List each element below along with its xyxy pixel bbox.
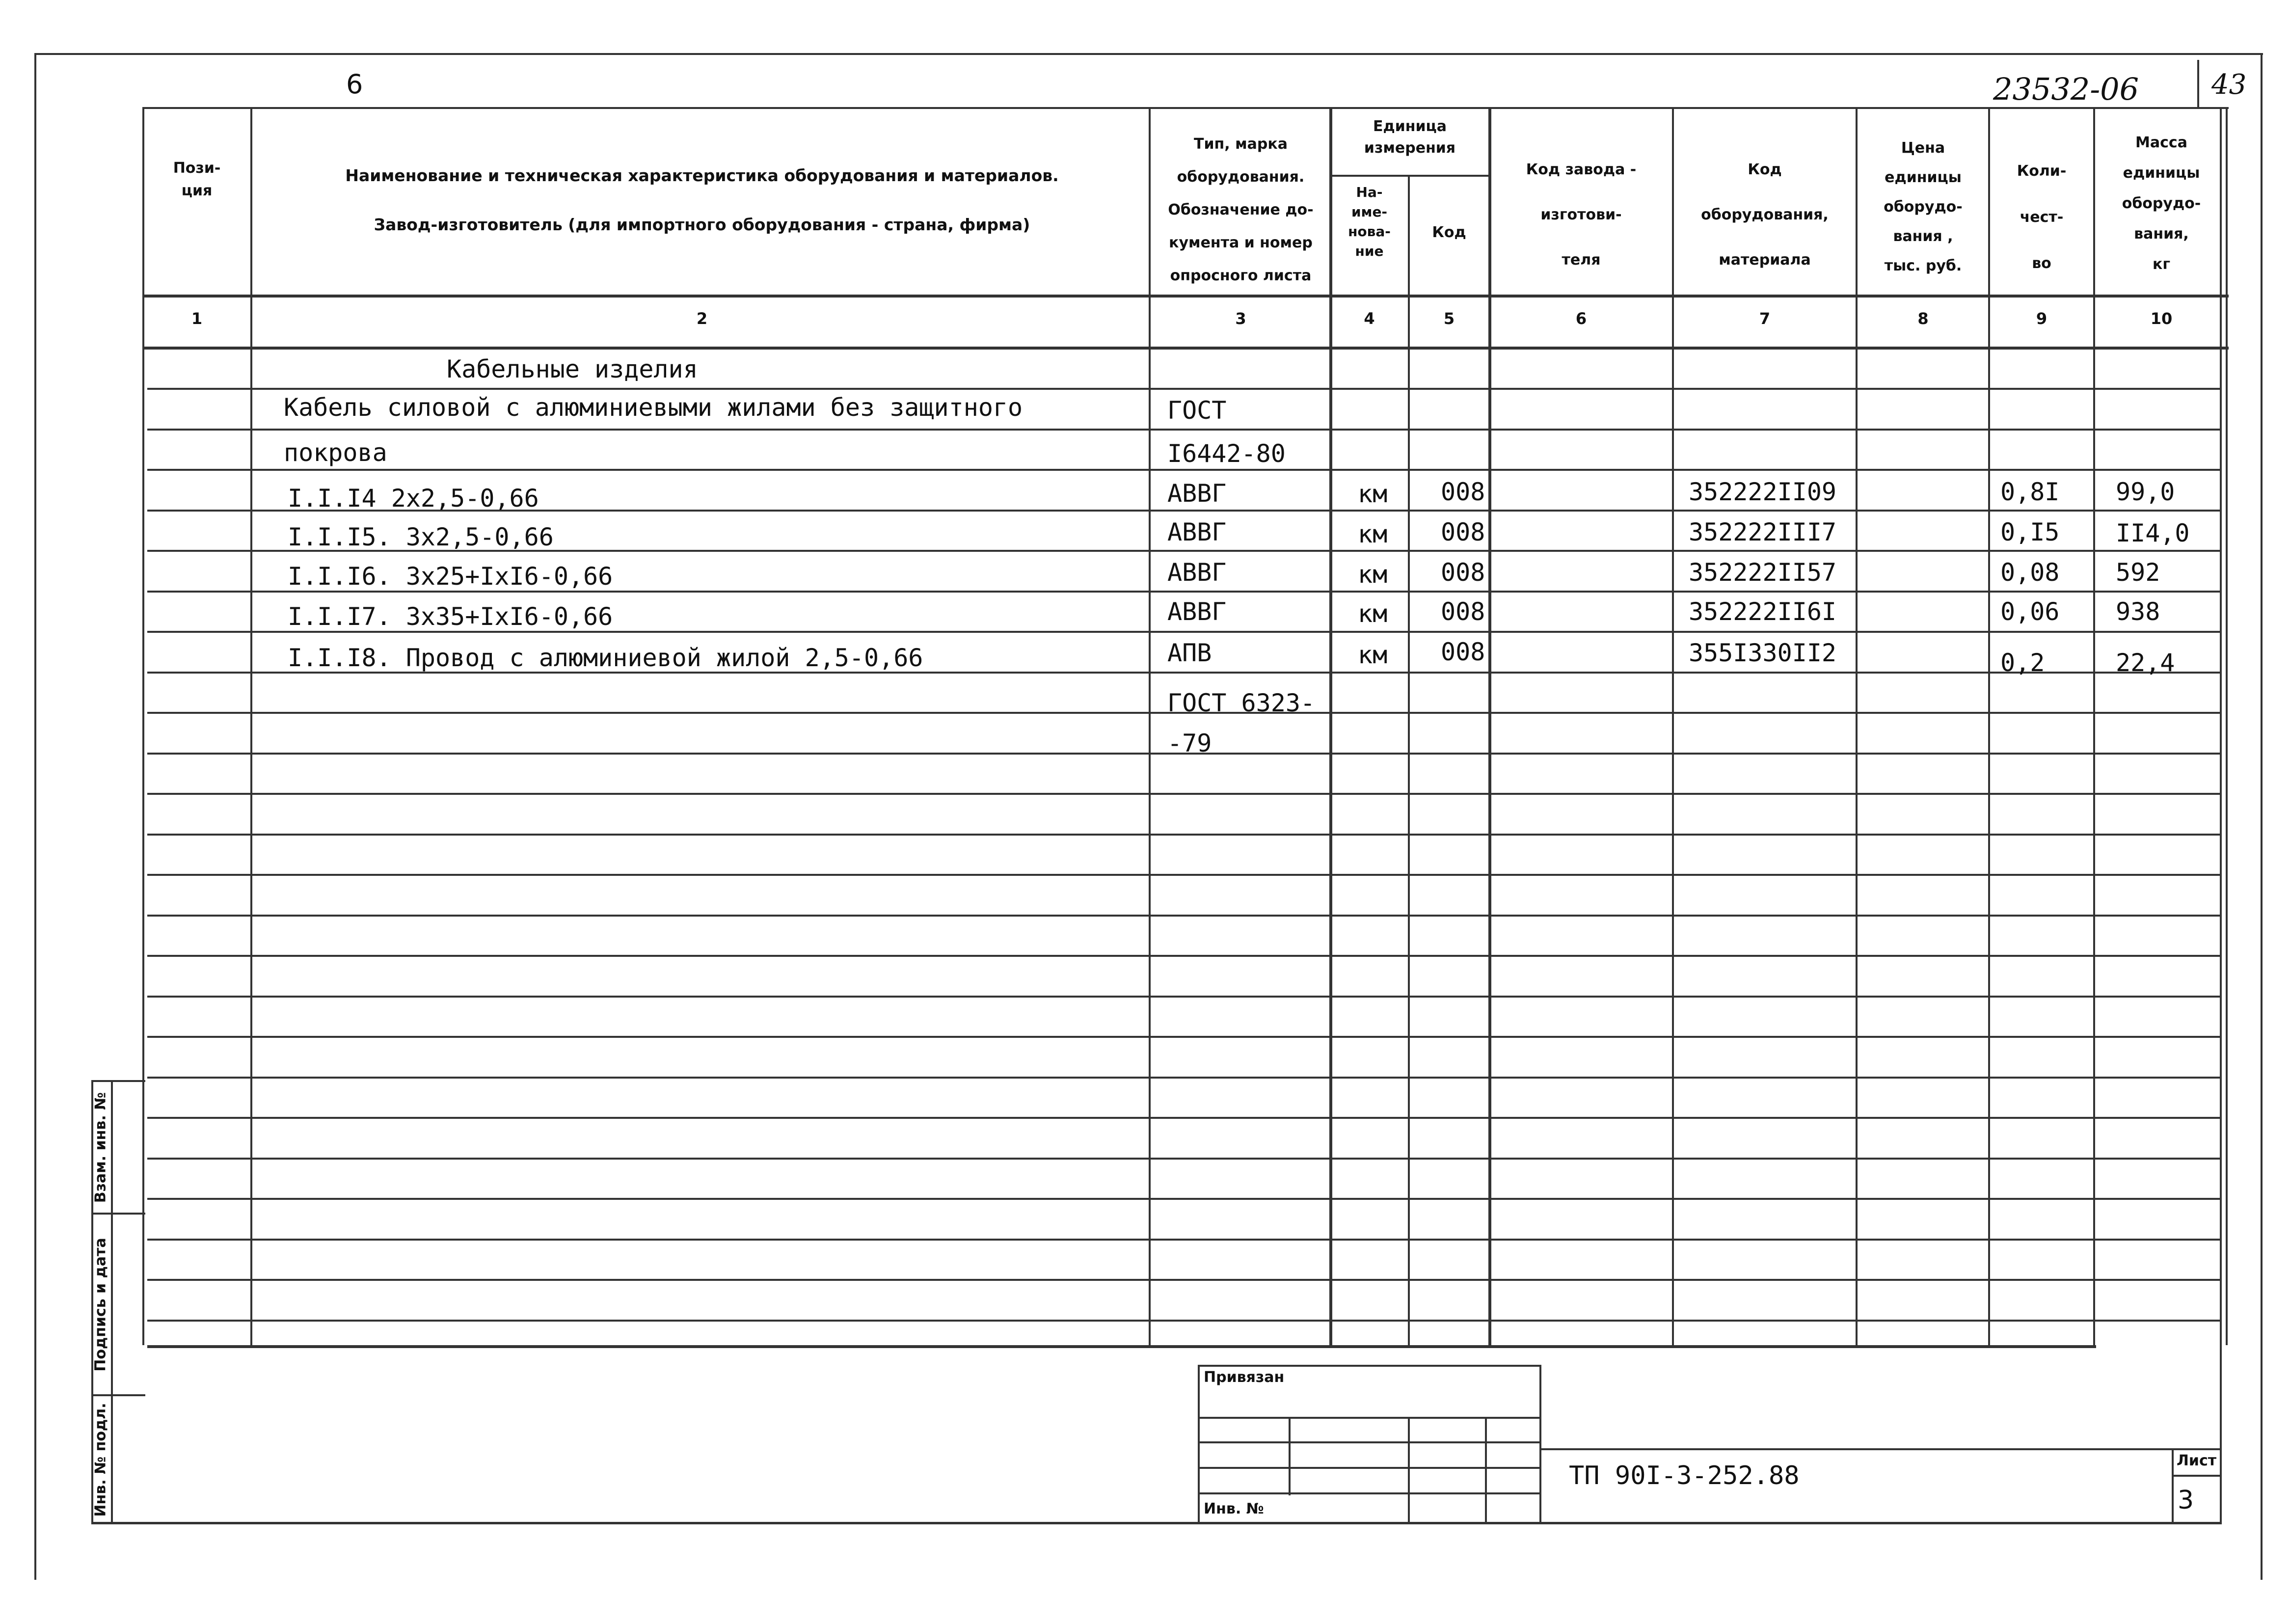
- sheet-number: 3: [2178, 1486, 2194, 1515]
- unit-group-divider: [1331, 175, 1488, 177]
- row-unit-code: 008: [1441, 478, 1485, 506]
- row-type: ГОСТ 6323-: [1167, 689, 1316, 717]
- row-divider: [147, 1117, 2220, 1119]
- colnum-1: 1: [191, 309, 203, 328]
- side-label-vzam: Взам. инв. №: [92, 1092, 109, 1203]
- stamp-col-a: [1289, 1417, 1291, 1495]
- row-type: АВВГ: [1167, 558, 1227, 587]
- row-divider: [147, 915, 2220, 917]
- row-divider: [147, 429, 2220, 431]
- colnum-6: 6: [1575, 309, 1587, 328]
- titleblock-sheet-line: [2172, 1475, 2221, 1477]
- row-code: 352222II57: [1689, 558, 1837, 587]
- row-type: ГОСТ: [1167, 396, 1227, 425]
- header-name: Наименование и техническая характеристика оборудования и материалов. Завод-изготовитель (для импортного оборудования - страна, фирма): [345, 166, 1059, 234]
- side-strip-right: [111, 1080, 113, 1522]
- row-mass: 22,4: [2116, 649, 2175, 677]
- column-divider: [142, 107, 144, 1345]
- header-position: Пози- ция: [173, 160, 221, 199]
- titleblock-line: [1539, 1448, 2222, 1450]
- row-mass: 592: [2116, 558, 2160, 587]
- row-type: АВВГ: [1167, 597, 1227, 626]
- frame-bottom-line: [91, 1522, 2222, 1524]
- header-material-code: Код оборудования, материала: [1701, 161, 1829, 269]
- row-qty: 0,2: [2000, 649, 2045, 677]
- row-name: покрова: [284, 438, 387, 467]
- row-name: Кабель силовой с алюминиевыми жилами без защитного: [284, 393, 1023, 422]
- row-divider: [147, 874, 2220, 876]
- row-type: АВВГ: [1167, 518, 1227, 546]
- colnum-8: 8: [1917, 309, 1929, 328]
- row-unit: км: [1358, 641, 1388, 669]
- row-name: I.I.I7. 3x35+IxI6-0,66: [288, 602, 613, 631]
- row-name: I.I.I8. Провод с алюминиевой жилой 2,5-0,66: [288, 644, 923, 672]
- row-code: 355I330II2: [1689, 639, 1837, 667]
- row-divider: [147, 1158, 2220, 1160]
- row-qty: 0,8I: [2000, 478, 2060, 506]
- corner-box-divider: [2197, 60, 2199, 109]
- row-unit-code: 008: [1441, 518, 1485, 546]
- row-qty: 0,08: [2000, 558, 2060, 587]
- row-divider: [147, 793, 2220, 795]
- stamp-col-c: [1485, 1417, 1487, 1522]
- colnum-9: 9: [2036, 309, 2048, 328]
- row-code: 352222III7: [1689, 518, 1837, 546]
- row-unit: км: [1358, 480, 1388, 508]
- top-page-number: 6: [346, 69, 363, 100]
- row-unit-code: 008: [1441, 638, 1485, 666]
- colnum-5: 5: [1443, 309, 1455, 328]
- frame-right-line: [2261, 53, 2263, 1580]
- row-qty: 0,I5: [2000, 518, 2060, 546]
- header-unit-name: На- име- нова- ние: [1348, 184, 1391, 259]
- corner-number: 43: [2211, 69, 2247, 101]
- stamp-line-4: [1198, 1467, 1541, 1469]
- titleblock-sheet-divider: [2172, 1448, 2174, 1522]
- row-divider: [147, 955, 2220, 957]
- row-type: -79: [1167, 729, 1212, 758]
- row-divider: [147, 996, 2220, 998]
- row-divider: [147, 1198, 2220, 1200]
- stamp-line-2: [1198, 1417, 1541, 1419]
- colnum-10: 10: [2150, 309, 2173, 328]
- row-divider: [147, 1279, 2220, 1281]
- row-name: I.I.I4 2x2,5-0,66: [288, 484, 539, 513]
- row-divider: [147, 834, 2220, 836]
- row-divider: [147, 469, 2220, 471]
- colnum-7: 7: [1759, 309, 1771, 328]
- stamp-right-line: [1539, 1365, 1541, 1522]
- row-unit-code: 008: [1441, 558, 1485, 587]
- number-row-bottom-line: [142, 347, 2229, 350]
- colnum-4: 4: [1364, 309, 1375, 328]
- stamp-col-b: [1408, 1417, 1410, 1522]
- row-mass: 99,0: [2116, 478, 2175, 506]
- table-top-border: [142, 107, 2229, 109]
- row-mass: II4,0: [2116, 519, 2190, 547]
- stamp-inv-label: Инв. №: [1204, 1500, 1264, 1517]
- archive-number: 23532-06: [1993, 71, 2139, 107]
- side-label-podpis: Подпись и дата: [92, 1238, 109, 1372]
- header-plant-code: Код завода - изготови- теля: [1526, 161, 1637, 269]
- frame-left-line: [34, 53, 36, 1580]
- header-type: Тип, марка оборудования. Обозначение до- кумента и номер опросного листа: [1168, 135, 1314, 284]
- colnum-2: 2: [696, 309, 708, 328]
- row-divider: [147, 1077, 2220, 1079]
- row-name: I.I.I5. 3x2,5-0,66: [288, 523, 554, 551]
- stamp-line-5: [1198, 1492, 1541, 1494]
- row-divider: [147, 388, 2220, 390]
- header-bottom-line: [142, 295, 2229, 298]
- row-code: 352222II09: [1689, 478, 1837, 506]
- row-divider: [147, 1036, 2220, 1038]
- stamp-line-3: [1198, 1441, 1541, 1443]
- frame-top-line: [34, 53, 2263, 55]
- table-body-bottom: [147, 1345, 2096, 1348]
- row-type: АВВГ: [1167, 479, 1227, 508]
- row-divider: [147, 1239, 2220, 1241]
- row-divider: [147, 1320, 2220, 1322]
- header-price: Цена единицы оборудо- вания , тыс. руб.: [1884, 139, 1963, 274]
- row-unit: км: [1358, 599, 1388, 628]
- stamp-left-line: [1198, 1365, 1200, 1522]
- column-divider: [1408, 175, 1410, 1345]
- stamp-top-line: [1198, 1365, 1541, 1367]
- row-qty: 0,06: [2000, 597, 2060, 626]
- row-mass: 938: [2116, 597, 2160, 626]
- stamp-attached-label: Привязан: [1204, 1369, 1285, 1386]
- header-unit-code: Код: [1432, 224, 1466, 241]
- row-code: 352222II6I: [1689, 597, 1837, 626]
- colnum-3: 3: [1235, 309, 1246, 328]
- column-divider: [2226, 107, 2228, 1345]
- sheet-label: Лист: [2177, 1452, 2217, 1469]
- row-name: I.I.I6. 3x25+IxI6-0,66: [288, 562, 613, 591]
- row-unit-code: 008: [1441, 597, 1485, 626]
- header-unit-group: Единица измерения: [1364, 118, 1456, 157]
- row-type: I6442-80: [1167, 439, 1286, 468]
- row-unit: км: [1358, 520, 1388, 548]
- frame-inner-right-line: [2220, 107, 2222, 1524]
- row-name: Кабельные изделия: [447, 355, 698, 383]
- header-quantity: Коли- чест- во: [2017, 162, 2067, 272]
- row-unit: км: [1358, 560, 1388, 589]
- document-code: ТП 90I-3-252.88: [1569, 1461, 1800, 1490]
- row-type: АПВ: [1167, 639, 1212, 667]
- side-label-inv-podl: Инв. № подл.: [92, 1403, 109, 1517]
- header-mass: Масса единицы оборудо- вания, кг: [2122, 134, 2201, 273]
